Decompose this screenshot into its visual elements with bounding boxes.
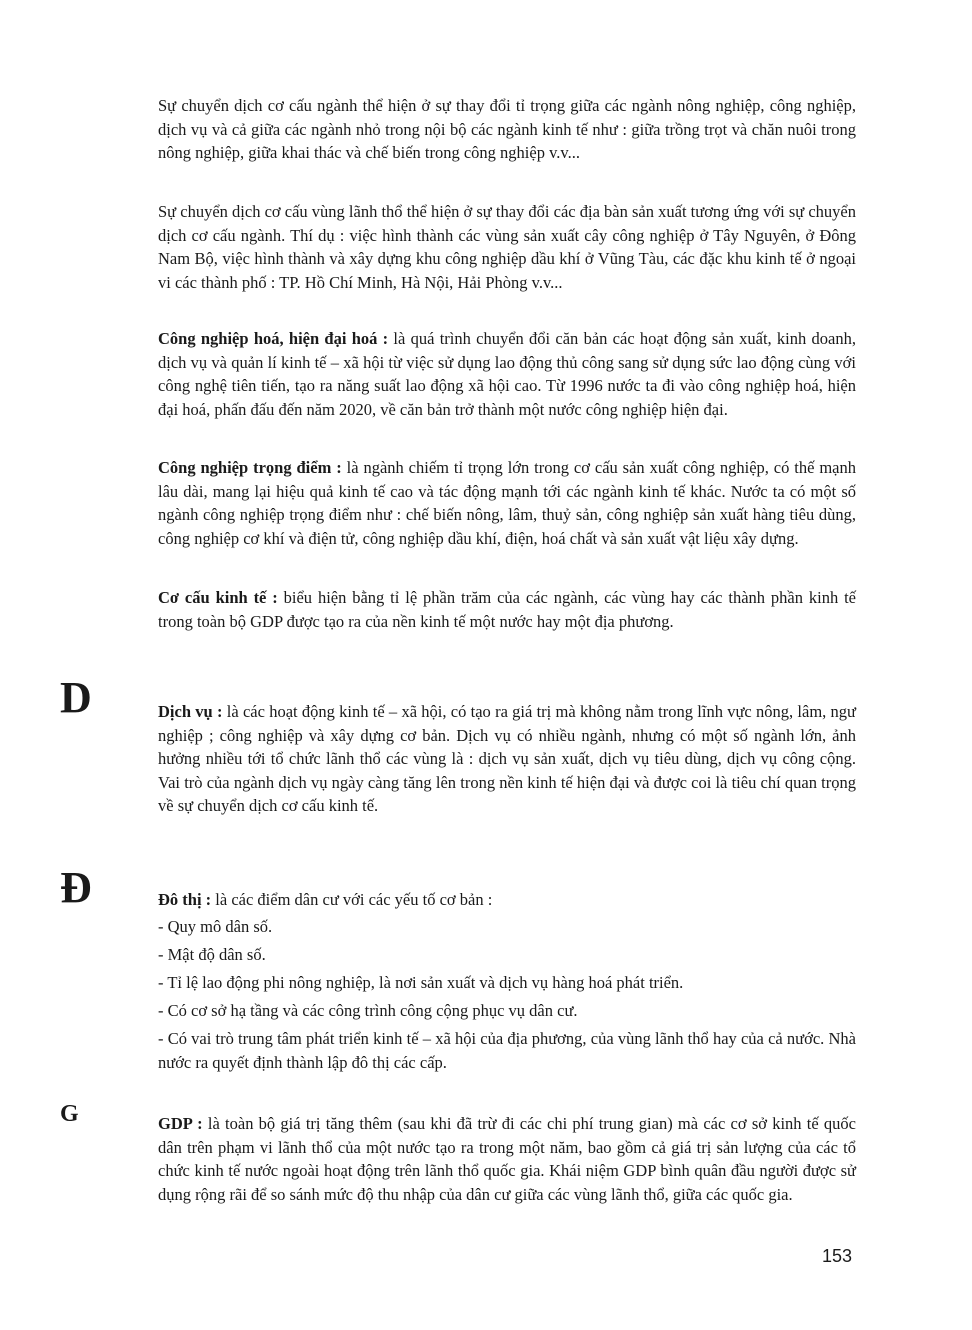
paragraph-gdp xyxy=(158,1112,856,1206)
paragraph-industrialization xyxy=(158,327,856,421)
definition-key-industry: là ngành chiếm tỉ trọng lớn trong cơ cấu sản xuất công nghiệp, có thế mạnh lâu dài, mang lại hiệu quả kinh tế cao và tác động mạnh tới các ngành kinh tế khác. Nước ta có một số ngành công nghiệp trọng điểm như : chế biến nông, lâm, thuỷ sản, công nghiệp sản xuất hàng tiêu dùng, công nghiệp cơ khí và điện tử, công nghiệp dầu khí, điện, hoá chất và sản xuất vật liệu xây dựng. xyxy=(158,458,856,548)
list-item: - Quy mô dân số. xyxy=(158,917,273,936)
paragraph-sector-shift: Sự chuyển dịch cơ cấu ngành thể hiện ở sự thay đổi tỉ trọng giữa các ngành nông nghiệp, công nghiệp, dịch vụ và cả giữa các ngành nhỏ trong nội bộ các ngành kinh tế như : giữa trồng trọt và chăn nuôi trong nông nghiệp, giữa khai thác và chế biến trong công nghiệp v.v... xyxy=(158,96,856,162)
section-letter-d: D xyxy=(60,673,92,722)
term-key-industry: Công nghiệp trọng điểm : xyxy=(158,458,342,477)
section-letter-g: G xyxy=(60,1101,89,1127)
paragraph-territory-shift: Sự chuyển dịch cơ cấu vùng lãnh thổ thể hiện ở sự thay đổi các địa bàn sản xuất tương ứng với sự chuyển dịch cơ cấu ngành. Thí dụ : việc hình thành các vùng sản xuất cây công nghiệp ở Tây Nguyên, ở Đông Nam Bộ, việc hình thành và xây dựng khu công nghiệp dầu khí ở Vũng Tàu, các đặc khu kinh tế ở ngoại vi các thành phố : TP. Hồ Chí Minh, Hà Nội, Hải Phòng v.v... xyxy=(158,202,856,292)
term-gdp: GDP : xyxy=(158,1114,203,1133)
term-industrialization: Công nghiệp hoá, hiện đại hoá : xyxy=(158,329,389,348)
term-urban: Đô thị : xyxy=(158,890,212,909)
section-letter-dd: Đ xyxy=(60,863,92,912)
list-item: - Có cơ sở hạ tầng và các công trình công cộng phục vụ dân cư. xyxy=(158,1001,578,1020)
definition-services: là các hoạt động kinh tế – xã hội, có tạo ra giá trị mà không nằm trong lĩnh vực nông, lâm, ngư nghiệp ; công nghiệp và xây dựng cơ bản. Dịch vụ có nhiều ngành, nhưng có một số ngành lớn, ảnh hưởng nhiều tới tổ chức lãnh thổ các vùng là : dịch vụ sản xuất, dịch vụ tiêu dùng, dịch vụ công cộng. Vai trò của ngành dịch vụ ngày càng tăng lên trong nền kinh tế hiện đại và được coi là tiêu chí quan trọng về sự chuyển dịch cơ cấu kinh tế. xyxy=(158,702,857,815)
definition-urban: là các điểm dân cư với các yếu tố cơ bản : xyxy=(211,890,493,909)
page-number: 153 xyxy=(822,1246,853,1266)
definition-gdp: là toàn bộ giá trị tăng thêm (sau khi đã trừ đi các chi phí trung gian) mà các cơ sở kinh tế quốc dân trên phạm vi lãnh thổ của một nước tạo ra trong một năm, bao gồm cả giá trị sản lượng của các tổ chức kinh tế nước ngoài hoạt động trên lãnh thổ quốc gia. Khái niệm GDP bình quân đầu người được sử dụng rộng rãi để so sánh mức độ thu nhập của dân cư giữa các vùng lãnh thổ, giữa các quốc gia. xyxy=(158,1114,856,1204)
definition-economic-structure: biểu hiện bằng tỉ lệ phần trăm của các ngành, các vùng hay các thành phần kinh tế trong toàn bộ GDP được tạo ra của nền kinh tế một nước hay một địa phương. xyxy=(158,588,856,631)
list-item: - Tỉ lệ lao động phi nông nghiệp, là nơi sản xuất và dịch vụ hàng hoá phát triển. xyxy=(158,973,684,992)
list-item: - Mật độ dân số. xyxy=(158,945,266,964)
definition-industrialization: là quá trình chuyển đổi căn bản các hoạt động sản xuất, kinh doanh, dịch vụ và quản lí kinh tế – xã hội từ việc sử dụng lao động thủ công sang sử dụng sức lao động cùng với công nghệ tiên tiến, tạo ra năng suất lao động xã hội cao. Từ 1996 nước ta đi vào công nghiệp hoá, hiện đại hoá, phấn đấu đến năm 2020, về căn bản trở thành một nước công nghiệp hiện đại. xyxy=(158,329,856,419)
urban-criteria-list xyxy=(158,915,856,1079)
paragraph-urban xyxy=(158,888,856,912)
list-item: - Có vai trò trung tâm phát triển kinh tế – xã hội của địa phương, của vùng lãnh thổ hay của cả nước. Nhà nước ra quyết định thành lập đô thị các cấp. xyxy=(158,1029,856,1072)
paragraph-economic-structure xyxy=(158,586,856,633)
term-services: Dịch vụ : xyxy=(158,702,223,721)
paragraph-services xyxy=(158,700,856,818)
paragraph-key-industry xyxy=(158,456,856,550)
term-economic-structure: Cơ cấu kinh tế : xyxy=(158,588,278,607)
